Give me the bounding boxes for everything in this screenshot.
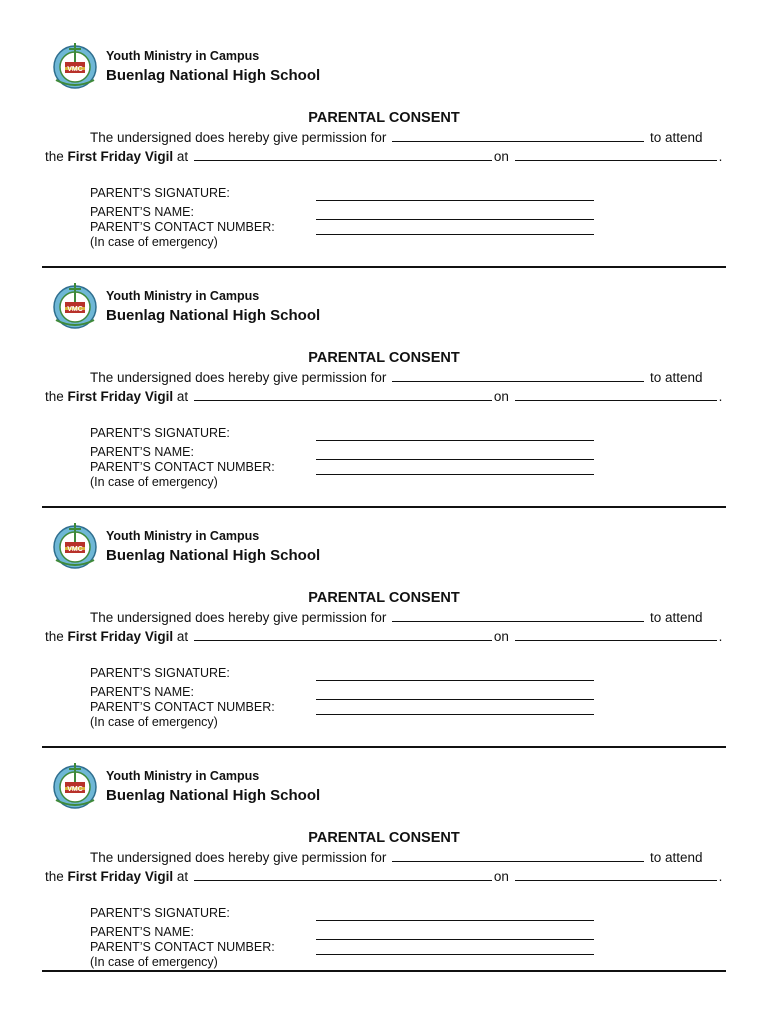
- contact-line[interactable]: [316, 234, 594, 235]
- at-text: at: [176, 389, 189, 404]
- venue-blank[interactable]: [194, 148, 492, 161]
- on-text: on: [493, 389, 509, 404]
- form-title: PARENTAL CONSENT: [308, 590, 460, 606]
- form-title: PARENTAL CONSENT: [308, 830, 460, 846]
- signature-label: PARENT’S SIGNATURE:: [90, 186, 230, 200]
- at-text: at: [176, 149, 189, 164]
- svg-text:VMC: VMC: [67, 306, 83, 313]
- organization-name: Youth Ministry in Campus: [106, 769, 260, 783]
- name-label: PARENT’S NAME:: [90, 685, 194, 699]
- svg-text:VMC: VMC: [67, 66, 83, 73]
- school-name: Buenlag National High School: [106, 787, 321, 804]
- name-line[interactable]: [316, 459, 594, 460]
- contact-label: PARENT’S CONTACT NUMBER:: [90, 220, 275, 234]
- svg-text:VMC: VMC: [67, 786, 83, 793]
- name-line[interactable]: [316, 699, 594, 700]
- signature-label: PARENT’S SIGNATURE:: [90, 666, 230, 680]
- contact-line[interactable]: [316, 954, 594, 955]
- signature-line[interactable]: [316, 200, 594, 201]
- signature-line[interactable]: [316, 920, 594, 921]
- event-line: [45, 628, 722, 645]
- student-name-blank[interactable]: [392, 369, 644, 382]
- school-seal-icon: [50, 280, 100, 330]
- emergency-note: (In case of emergency): [90, 475, 218, 489]
- period: .: [718, 149, 723, 164]
- venue-blank[interactable]: [194, 868, 492, 881]
- school-seal-icon: [50, 40, 100, 90]
- event-name: First Friday Vigil: [67, 149, 174, 164]
- on-text: on: [493, 149, 509, 164]
- permission-line: [90, 369, 703, 386]
- the-text: the: [45, 389, 64, 404]
- the-text: the: [45, 869, 64, 884]
- consent-slip: [42, 34, 726, 274]
- student-name-blank[interactable]: [392, 609, 644, 622]
- slip-divider: [42, 266, 726, 268]
- intro-text: The undersigned does hereby give permission for: [90, 130, 387, 145]
- signature-label: PARENT’S SIGNATURE:: [90, 426, 230, 440]
- student-name-blank[interactable]: [392, 129, 644, 142]
- venue-blank[interactable]: [194, 628, 492, 641]
- name-line[interactable]: [316, 939, 594, 940]
- signature-label: PARENT’S SIGNATURE:: [90, 906, 230, 920]
- svg-text:VMC: VMC: [67, 546, 83, 553]
- signature-line[interactable]: [316, 440, 594, 441]
- venue-blank[interactable]: [194, 388, 492, 401]
- name-label: PARENT’S NAME:: [90, 925, 194, 939]
- name-line[interactable]: [316, 219, 594, 220]
- to-attend-text: to attend: [649, 850, 703, 865]
- school-name: Buenlag National High School: [106, 67, 321, 84]
- contact-label: PARENT’S CONTACT NUMBER:: [90, 940, 275, 954]
- permission-line: [90, 609, 703, 626]
- school-seal-icon: [50, 520, 100, 570]
- emergency-note: (In case of emergency): [90, 235, 218, 249]
- consent-slip: [42, 754, 726, 994]
- school-name: Buenlag National High School: [106, 547, 321, 564]
- name-label: PARENT’S NAME:: [90, 205, 194, 219]
- contact-line[interactable]: [316, 714, 594, 715]
- contact-label: PARENT’S CONTACT NUMBER:: [90, 460, 275, 474]
- event-line: [45, 388, 722, 405]
- at-text: at: [176, 869, 189, 884]
- date-blank[interactable]: [515, 148, 717, 161]
- the-text: the: [45, 629, 64, 644]
- form-title: PARENTAL CONSENT: [308, 110, 460, 126]
- the-text: the: [45, 149, 64, 164]
- contact-line[interactable]: [316, 474, 594, 475]
- intro-text: The undersigned does hereby give permission for: [90, 370, 387, 385]
- organization-name: Youth Ministry in Campus: [106, 49, 260, 63]
- emergency-note: (In case of emergency): [90, 955, 218, 969]
- on-text: on: [493, 869, 509, 884]
- consent-slip: [42, 274, 726, 514]
- period: .: [718, 389, 723, 404]
- permission-line: [90, 129, 703, 146]
- form-title: PARENTAL CONSENT: [308, 350, 460, 366]
- slip-divider: [42, 506, 726, 508]
- date-blank[interactable]: [515, 868, 717, 881]
- intro-text: The undersigned does hereby give permission for: [90, 610, 387, 625]
- emergency-note: (In case of emergency): [90, 715, 218, 729]
- school-name: Buenlag National High School: [106, 307, 321, 324]
- student-name-blank[interactable]: [392, 849, 644, 862]
- permission-line: [90, 849, 703, 866]
- on-text: on: [493, 629, 509, 644]
- signature-line[interactable]: [316, 680, 594, 681]
- name-label: PARENT’S NAME:: [90, 445, 194, 459]
- to-attend-text: to attend: [649, 370, 703, 385]
- organization-name: Youth Ministry in Campus: [106, 529, 260, 543]
- date-blank[interactable]: [515, 388, 717, 401]
- date-blank[interactable]: [515, 628, 717, 641]
- event-name: First Friday Vigil: [67, 869, 174, 884]
- to-attend-text: to attend: [649, 130, 703, 145]
- event-name: First Friday Vigil: [67, 389, 174, 404]
- period: .: [718, 869, 723, 884]
- event-name: First Friday Vigil: [67, 629, 174, 644]
- at-text: at: [176, 629, 189, 644]
- school-seal-icon: [50, 760, 100, 810]
- to-attend-text: to attend: [649, 610, 703, 625]
- consent-slip: [42, 514, 726, 754]
- period: .: [718, 629, 723, 644]
- intro-text: The undersigned does hereby give permission for: [90, 850, 387, 865]
- contact-label: PARENT’S CONTACT NUMBER:: [90, 700, 275, 714]
- organization-name: Youth Ministry in Campus: [106, 289, 260, 303]
- slip-divider: [42, 970, 726, 972]
- slip-divider: [42, 746, 726, 748]
- event-line: [45, 148, 722, 165]
- event-line: [45, 868, 722, 885]
